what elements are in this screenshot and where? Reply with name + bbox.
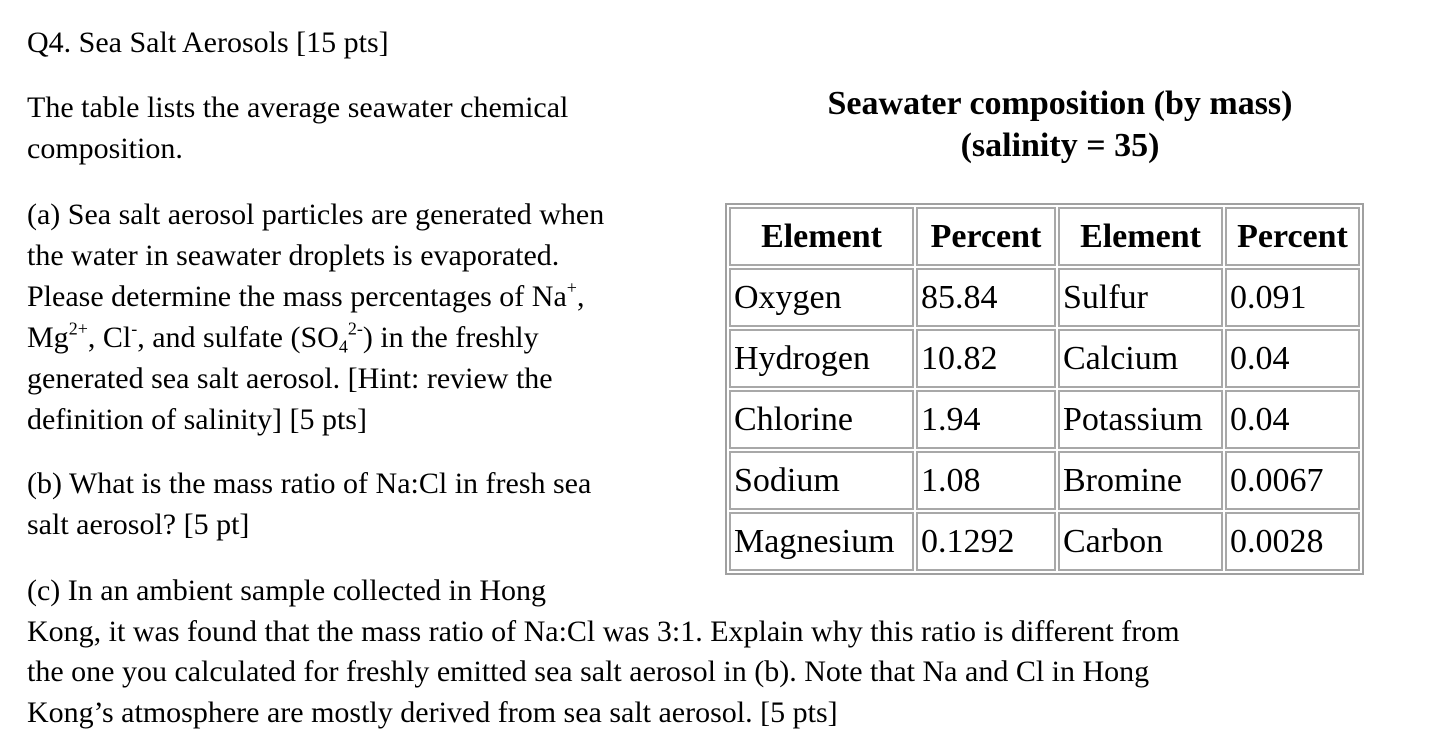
part-c-line-3: the one you calculated for freshly emitted sea salt aerosol in (b). Note that Na and Cl in Hong: [27, 655, 1150, 688]
part-c-line-1: (c) In an ambient sample collected in Hong: [27, 574, 546, 607]
part-a-line-5: generated sea salt aerosol. [Hint: review the: [27, 362, 553, 395]
intro-line-1: The table lists the average seawater chemical: [27, 91, 569, 124]
part-a-line-4: [27, 317, 539, 358]
part-c-line-4: Kong’s atmosphere are mostly derived from sea salt aerosol. [5 pts]: [27, 696, 838, 729]
table-row: [729, 390, 1360, 449]
sulfate-text: , and sulfate (SO: [137, 321, 339, 354]
part-a-line-1: (a) Sea salt aerosol particles are generated when: [27, 198, 605, 231]
header-element-1: Element: [729, 207, 914, 266]
header-element-2: Element: [1058, 207, 1223, 266]
table-cell: 1.08: [916, 451, 1056, 510]
header-percent-2: Percent: [1225, 207, 1360, 266]
part-a-line-6: definition of salinity] [5 pts]: [27, 403, 367, 436]
table-cell: Hydrogen: [729, 329, 914, 388]
table-cell: Sodium: [729, 451, 914, 510]
mg-charge: 2+: [68, 318, 88, 339]
table-cell: 10.82: [916, 329, 1056, 388]
table-cell: 1.94: [916, 390, 1056, 449]
table-cell: Potassium: [1058, 390, 1223, 449]
seawater-composition-table: [725, 203, 1364, 575]
table-cell: 0.0028: [1225, 512, 1360, 571]
table-row: [729, 512, 1360, 571]
table-header-row: [729, 207, 1360, 266]
table-cell: 0.0067: [1225, 451, 1360, 510]
table-cell: Oxygen: [729, 268, 914, 327]
sulfate-subscript: 4: [338, 336, 348, 357]
na-charge: +: [566, 277, 577, 298]
part-a-line-2: the water in seawater droplets is evaporated.: [27, 239, 560, 272]
table-cell: Bromine: [1058, 451, 1223, 510]
table-row: [729, 268, 1360, 327]
table-cell: Calcium: [1058, 329, 1223, 388]
header-percent-1: Percent: [916, 207, 1056, 266]
table-row: [729, 329, 1360, 388]
table-cell: Carbon: [1058, 512, 1223, 571]
cl-symbol: , Cl: [87, 321, 132, 354]
table-subtitle: (salinity = 35): [960, 127, 1160, 164]
table-cell: 0.091: [1225, 268, 1360, 327]
intro-line-2: composition.: [27, 132, 183, 165]
part-a-line-3: [27, 276, 584, 317]
table-cell: 85.84: [916, 268, 1056, 327]
table-row: [729, 451, 1360, 510]
table-cell: 0.04: [1225, 390, 1360, 449]
part-b-line-1: (b) What is the mass ratio of Na:Cl in fresh sea: [27, 467, 592, 500]
table-cell: Magnesium: [729, 512, 914, 571]
question-heading: Q4. Sea Salt Aerosols [15 pts]: [27, 26, 389, 59]
table-cell: Sulfur: [1058, 268, 1223, 327]
table-cell: 0.1292: [916, 512, 1056, 571]
part-a-line-4-end: ) in the freshly: [362, 321, 539, 354]
part-a-line-3-end: ,: [576, 280, 585, 313]
table-title: Seawater composition (by mass): [827, 85, 1293, 122]
table-cell: Chlorine: [729, 390, 914, 449]
part-c-line-2: Kong, it was found that the mass ratio of Na:Cl was 3:1. Explain why this ratio is different from: [27, 615, 1180, 648]
mg-symbol: Mg: [27, 321, 69, 354]
cl-charge: -: [131, 318, 138, 339]
table-cell: 0.04: [1225, 329, 1360, 388]
part-b-line-2: salt aerosol? [5 pt]: [27, 508, 250, 541]
part-a-line-3-text: Please determine the mass percentages of Na: [27, 280, 567, 313]
sulfate-charge: 2-: [347, 318, 363, 339]
